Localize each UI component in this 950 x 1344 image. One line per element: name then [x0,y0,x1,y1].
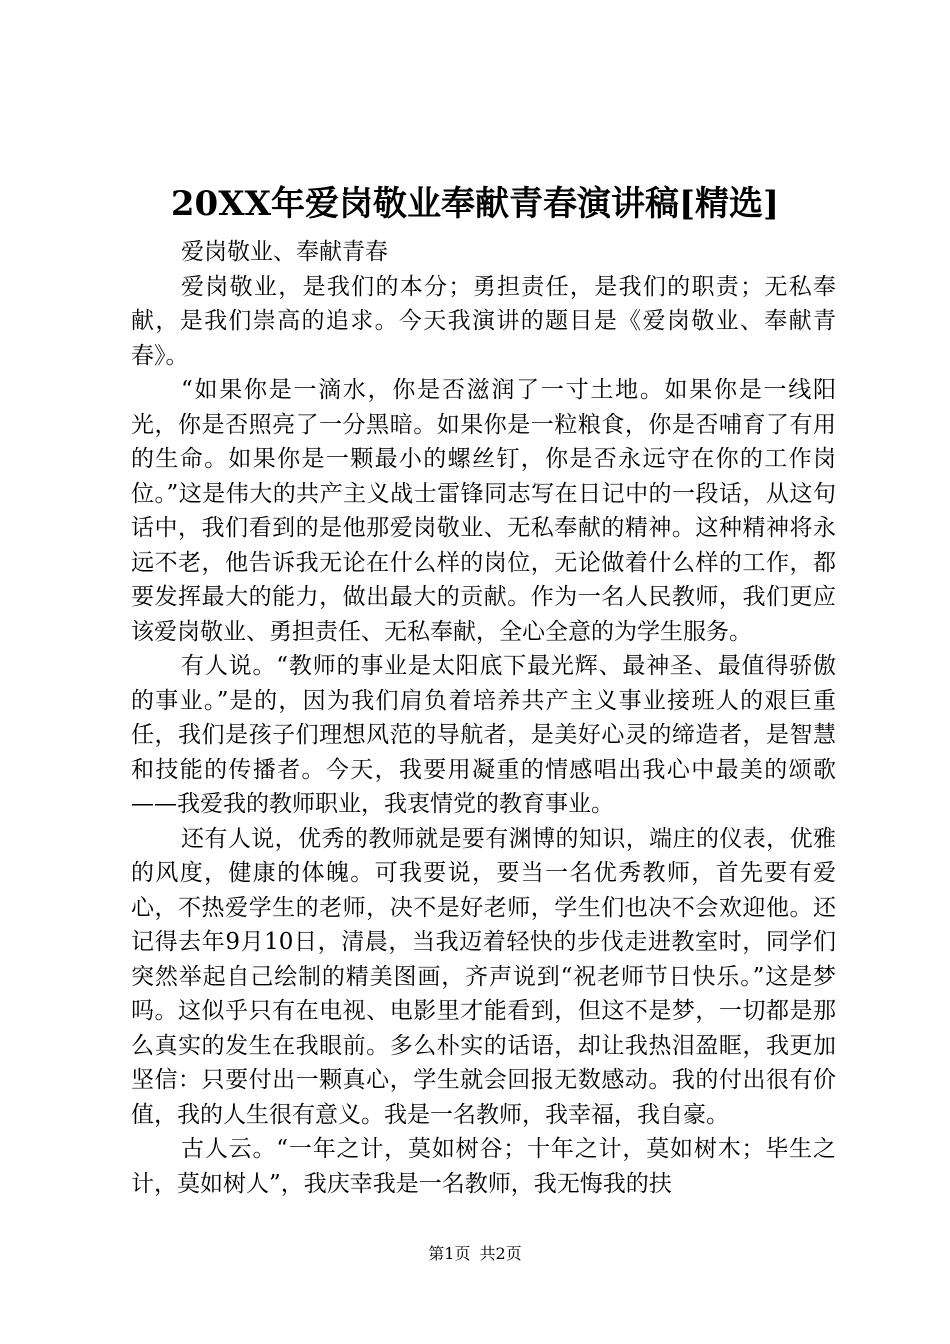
body-paragraph: 爱岗敬业，是我们的本分；勇担责任，是我们的职责；无私奉献，是我们崇高的追求。今天我演讲的题目是《爱岗敬业、奉献青春》。 [131,273,836,369]
document-title: 20XX年爱岗敬业奉献青春演讲稿[精选] [170,184,780,224]
page-footer [0,1244,950,1264]
page-number: 第1页 [428,1244,471,1263]
body-paragraph: 还有人说，优秀的教师就是要有渊博的知识，端庄的仪表，优雅的风度，健康的体魄。可我要说，要当一名优秀教师，首先要有爱心，不热爱学生的老师，决不是好老师，学生们也决不会欢迎他。还记得去年9月10日，清晨，当我迈着轻快的步伐走进教室时，同学们突然举起自己绘制的精美图画，齐声说到“祝老师节日快乐。”这是梦吗。这似乎只有在电视、电影里才能看到，但这不是梦，一切都是那么真实的发生在我眼前。多么朴实的话语，却让我热泪盈眶，我更加坚信：只要付出一颗真心，学生就会回报无数感动。我的付出很有价值，我的人生很有意义。我是一名教师，我幸福，我自豪。 [131,825,836,1128]
subtitle-paragraph: 爱岗敬业、奉献青春 [181,239,388,265]
body-paragraph: 有人说。“教师的事业是太阳底下最光辉、最神圣、最值得骄傲的事业。”是的，因为我们肩负着培养共产主义事业接班人的艰巨重任，我们是孩子们理想风范的导航者，是美好心灵的缔造者，是智慧和技能的传播者。今天，我要用凝重的情感唱出我心中最美的颂歌——我爱我的教师职业，我衷情党的教育事业。 [131,653,836,817]
page-total: 共2页 [479,1244,522,1263]
document-body [131,235,836,1201]
body-paragraph: “如果你是一滴水，你是否滋润了一寸土地。如果你是一线阳光，你是否照亮了一分黑暗。如果你是一粒粮食，你是否哺育了有用的生命。如果你是一颗最小的螺丝钉，你是否永远守在你的工作岗位。”这是伟大的共产主义战士雷锋同志写在日记中的一段话，从这句话中，我们看到的是他那爱岗敬业、无私奉献的精神。这种精神将永远不老，他告诉我无论在什么样的岗位，无论做着什么样的工作，都要发挥最大的能力，做出最大的贡献。作为一名人民教师，我们更应该爱岗敬业、勇担责任、无私奉献，全心全意的为学生服务。 [131,377,836,645]
body-paragraph: 古人云。“一年之计，莫如树谷；十年之计，莫如树木；毕生之计，莫如树人”，我庆幸我是一名教师，我无悔我的扶 [131,1136,836,1197]
